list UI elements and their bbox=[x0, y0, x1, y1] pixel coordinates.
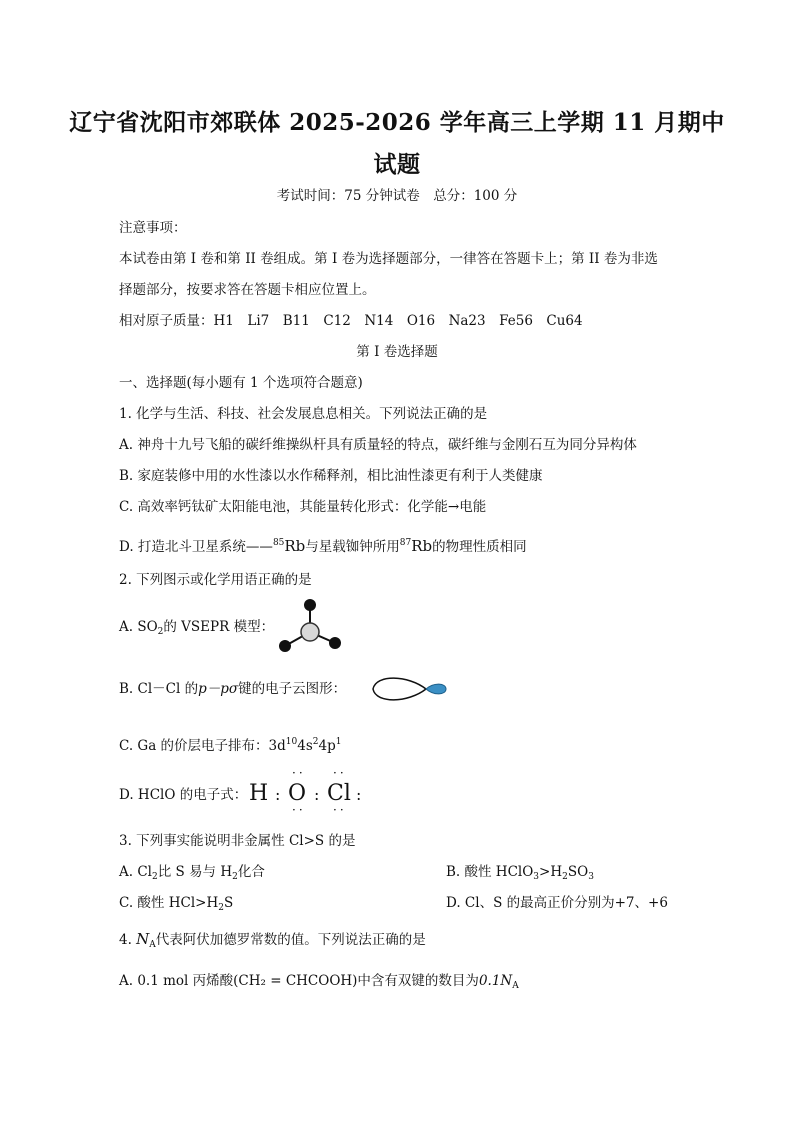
q1-d-prefix: D. 打造北斗卫星系统—— bbox=[119, 539, 273, 555]
central-atom bbox=[301, 623, 319, 641]
q2-a-post: 的 VSEPR 模型： bbox=[163, 619, 275, 635]
q4-a-value-sub: A bbox=[512, 981, 519, 991]
q4-na-symbol: N bbox=[136, 930, 150, 948]
section1-heading: 一、选择题(每小题有 1 个选项符合题意) bbox=[119, 375, 363, 391]
exam-title-line2: 试题 bbox=[373, 151, 421, 178]
vsepr-model-diagram bbox=[270, 598, 350, 658]
q3-c-sub: 2 bbox=[218, 903, 224, 913]
q1-option-a: A. 神舟十九号飞船的碳纤维操纵杆具有质量轻的特点，碳纤维与金刚石互为同分异构体 bbox=[119, 437, 637, 453]
q1-d-post: 的物理性质相同 bbox=[432, 539, 527, 555]
q2-option-c bbox=[119, 733, 341, 755]
q2-option-d: D. HClO 的电子式： bbox=[119, 787, 248, 803]
q4-stem-pre: 4. bbox=[119, 932, 137, 948]
part1-title: 第 I 卷选择题 bbox=[356, 344, 438, 360]
outer-atom-left bbox=[279, 640, 291, 652]
exam-info: 考试时间：75 分钟试卷 总分：100 分 bbox=[276, 188, 518, 204]
outer-atom-right bbox=[329, 637, 341, 649]
q1-option-b: B. 家庭装修中用的水性漆以水作稀释剂，相比油性漆更有利于人类健康 bbox=[119, 468, 543, 484]
exam-page: 辽宁省沈阳市郊联体 2025-2026 学年高三上学期 11 月期中 试题 考试时间：75 分钟试卷 总分：100 分 注意事项： 本试卷由第 I 卷和第 II 卷组成。第 I 卷为选择题部分，一律答在答题卡上；第 II 卷为非选 择题部分，按要求答在答题卡相应位置上。 相对原子质量：H1 Li7 B11 C12 N14 O16 Na23 Fe56 Cu64 第 I 卷选择题 一、选择题(每小题有 1 个选项符合题意) 1. 化学与生活、科技、社会发展息息相关。下列说法正确的是 A. 神舟十九号飞船的碳纤维操纵杆具有质量轻的特点，碳纤维与金刚石互为同分异构体 B. 家庭装修中用的水性漆以水作稀释剂，相比油性漆更有利于人类健康 C. 高效率钙钛矿太阳能电池，其能量转化形式：化学能→电能 D. 打造北斗卫星系统——$^{85}$Rb与星载铷钟所用$^{87}$Rb的物理性质相同 2. 下列图示或化学用语正确的是 A. $SO_2$的 VSEPR 模型： B. Cl－Cl 的p－pσ键的电子云图形： C. Ga 的价层电子排布：$3d^{10}4s^24p^1$ D. HClO 的电子式： H : O : Cl : ·· ·· ·· ·· 3. 下列事实能说明非金属性 Cl>S 的是 A. $Cl_2$比 S 易与 $H_2$化合 B. 酸性 $HClO_3>H_2SO_3$ C. 酸性 $HCl>H_2S$ D. Cl、S 的最高正价分别为+7、+6 4. $N_A$代表阿伏加德罗常数的值。下列说法正确的是 A. 0.1 mol 丙烯酸(CH₂ = CHCOOH)中含有双键的数目为$0.1N_A$ bbox=[0, 0, 794, 1123]
q3-b-mid: >H bbox=[539, 864, 563, 880]
q3-a-post: 化合 bbox=[237, 864, 265, 880]
notice-line2: 择题部分，按要求答在答题卡相应位置上。 bbox=[119, 282, 376, 298]
atomic-mass-line: 相对原子质量：H1 Li7 B11 C12 N14 O16 Na23 Fe56 Cu64 bbox=[119, 313, 583, 329]
q4-stem bbox=[119, 930, 426, 954]
notice-heading: 注意事项： bbox=[119, 220, 187, 236]
formula-cl: Cl bbox=[327, 781, 351, 806]
q2-b-bond: p－pσ bbox=[198, 681, 239, 697]
q3-b-pre: B. 酸性 HClO bbox=[446, 864, 534, 880]
q4-a-formula: CH₂ = CHCOOH bbox=[238, 973, 353, 989]
q2-a-sub: 2 bbox=[157, 627, 164, 637]
q3-a-sub1: 2 bbox=[151, 872, 158, 882]
q4-a-value: 0.1N bbox=[478, 973, 513, 989]
q1-option-c: C. 高效率钙钛矿太阳能电池，其能量转化形式：化学能→电能 bbox=[119, 499, 487, 515]
q2-b-prefix: B. Cl－Cl 的 bbox=[119, 681, 199, 697]
q2-c-mid1: 4s bbox=[297, 738, 313, 754]
isotope-87-mass: 87 bbox=[399, 538, 412, 548]
q3-a-sub2: 2 bbox=[232, 872, 238, 882]
q3-c-pre: C. 酸性 HCl>H bbox=[119, 895, 219, 911]
q2-c-sup2: 2 bbox=[312, 737, 319, 747]
q3-option-a bbox=[119, 863, 265, 886]
q3-c-post: S bbox=[223, 895, 234, 911]
exam-title-line1: 辽宁省沈阳市郊联体 2025-2026 学年高三上学期 11 月期中 bbox=[69, 109, 725, 136]
electron-cloud-diagram bbox=[368, 672, 450, 706]
notice-line1: 本试卷由第 I 卷和第 II 卷组成。第 I 卷为选择题部分，一律答在答题卡上；第 II 卷为非选 bbox=[119, 251, 658, 267]
q2-b-post: 键的电子云图形： bbox=[238, 681, 347, 697]
q2-option-a bbox=[119, 618, 274, 641]
q3-b-sub3: 3 bbox=[588, 872, 594, 882]
q4-a-post: )中含有双键的数目为 bbox=[352, 973, 479, 989]
isotope-87-symbol: Rb bbox=[411, 537, 433, 555]
q3-stem: 3. 下列事实能说明非金属性 Cl>S 的是 bbox=[119, 833, 356, 849]
q1-stem: 1. 化学与生活、科技、社会发展息息相关。下列说法正确的是 bbox=[119, 406, 488, 422]
q3-a-mid: 比 S 易与 H bbox=[157, 864, 233, 880]
q1-d-mid: 与星载铷钟所用 bbox=[305, 539, 400, 555]
q4-stem-post: 代表阿伏加德罗常数的值。下列说法正确的是 bbox=[155, 932, 426, 948]
formula-h: H bbox=[249, 781, 269, 806]
q2-option-b bbox=[119, 680, 346, 698]
q1-option-d bbox=[119, 534, 527, 556]
q3-option-d: D. Cl、S 的最高正价分别为+7、+6 bbox=[446, 895, 668, 911]
q4-a-pre: A. 0.1 mol 丙烯酸( bbox=[119, 973, 239, 989]
q3-b-mid2: SO bbox=[567, 864, 589, 880]
outer-atom-top bbox=[304, 599, 316, 611]
q3-a-pre: A. Cl bbox=[119, 864, 152, 880]
formula-o: O bbox=[288, 781, 307, 806]
q2-a-prefix: A. SO bbox=[119, 619, 158, 635]
q2-c-mid2: 4p bbox=[318, 738, 336, 754]
q4-na-sub: A bbox=[149, 940, 156, 950]
q3-b-sub1: 3 bbox=[533, 872, 540, 882]
q2-stem: 2. 下列图示或化学用语正确的是 bbox=[119, 572, 312, 588]
q4-option-a bbox=[119, 972, 519, 995]
q3-option-b bbox=[446, 863, 594, 886]
q2-c-prefix: C. Ga 的价层电子排布：3d bbox=[119, 738, 286, 754]
q2-c-sup1: 10 bbox=[285, 737, 298, 747]
q3-option-c bbox=[119, 894, 233, 917]
isotope-85-symbol: Rb bbox=[284, 537, 306, 555]
isotope-85-mass: 85 bbox=[272, 538, 285, 548]
q2-c-sup3: 1 bbox=[335, 737, 342, 747]
q3-b-sub2: 2 bbox=[562, 872, 568, 882]
